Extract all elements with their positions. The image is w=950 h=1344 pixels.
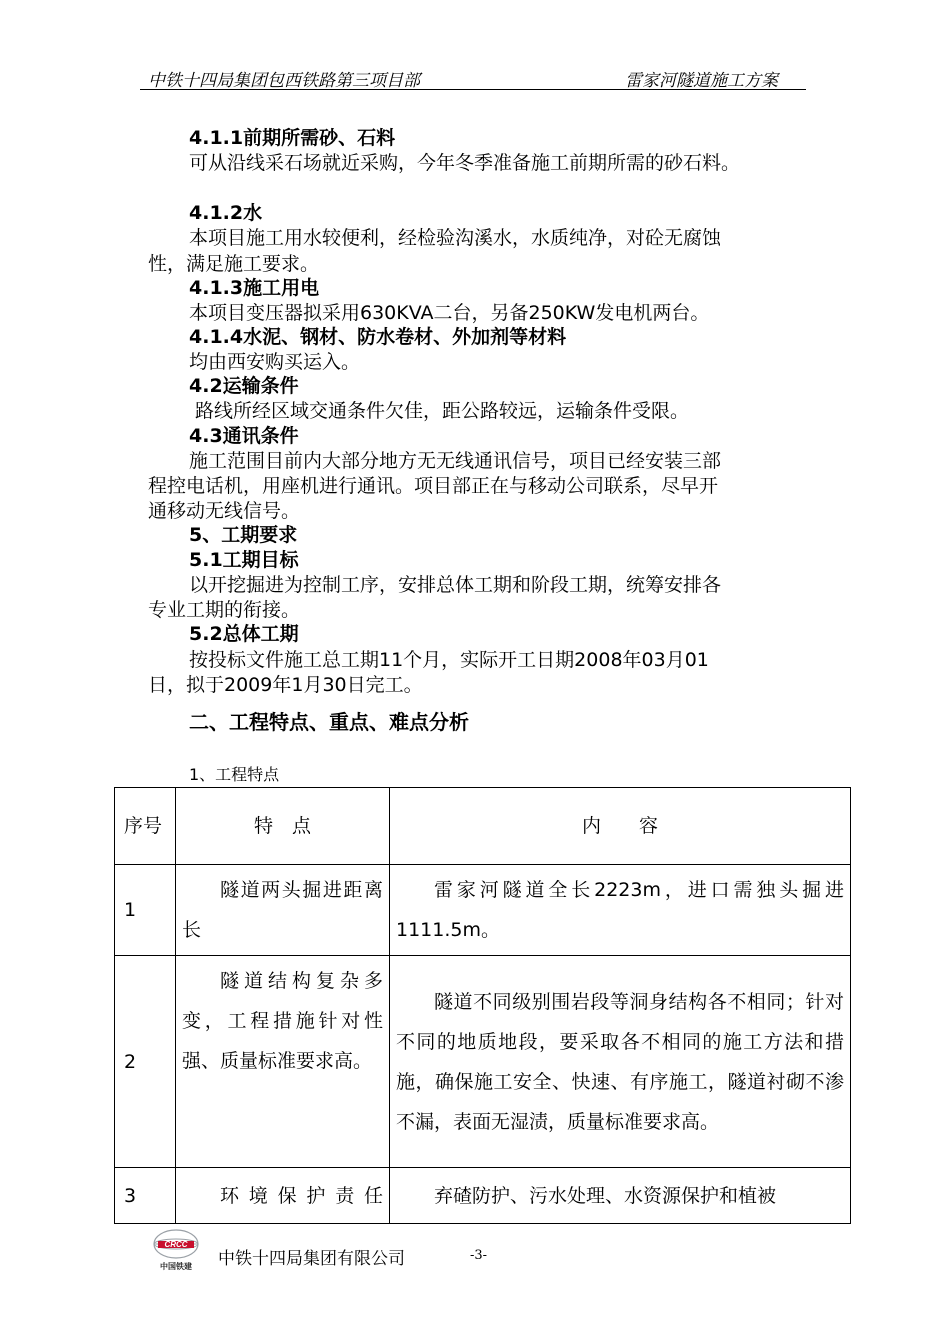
heading-4-2: 4.2运输条件	[189, 375, 299, 397]
features-table	[114, 787, 851, 1224]
heading-5-2: 5.2总体工期	[189, 623, 299, 645]
paragraph-4-3-line3: 通移动无线信号。	[148, 500, 301, 522]
paragraph-4-3-line1: 施工范围目前内大部分地方无无线通讯信号，项目已经安装三部	[189, 450, 722, 472]
footer-company-name: 中铁十四局集团有限公司	[218, 1249, 405, 1269]
svg-text:CRCC: CRCC	[164, 1240, 188, 1249]
paragraph-5-1-line2: 专业工期的衔接。	[148, 599, 301, 621]
row-no: 1	[115, 865, 176, 956]
crcc-logo	[148, 1228, 204, 1274]
paragraph-4-1-2-line1: 本项目施工用水较便利，经检验沟溪水，水质纯净，对砼无腐蚀	[189, 227, 722, 249]
paragraph-5-2-line2: 日，拟于2009年1月30日完工。	[148, 674, 423, 696]
footer-page-number: -3-	[470, 1248, 488, 1263]
table-row	[115, 1168, 851, 1224]
paragraph-4-1-3: 本项目变压器拟采用630KVA二台，另备250KW发电机两台。	[189, 302, 710, 324]
row-feature: 隧道结构复杂多变，工程措施针对性强、质量标准要求高。	[176, 956, 390, 1168]
table-caption: 1、工程特点	[189, 765, 280, 784]
row-content: 弃碴防护、污水处理、水资源保护和植被	[390, 1168, 851, 1224]
heading-4-1-3: 4.1.3施工用电	[189, 277, 320, 299]
heading-4-3: 4.3通讯条件	[189, 425, 299, 447]
row-feature: 隧道两头掘进距离长	[176, 865, 390, 956]
row-content: 雷家河隧道全长2223m，进口需独头掘进1111.5m。	[390, 865, 851, 956]
paragraph-5-2-line1: 按投标文件施工总工期11个月，实际开工日期2008年03月01	[189, 649, 709, 671]
row-no: 3	[115, 1168, 176, 1224]
section-2-title: 二、工程特点、重点、难点分析	[189, 710, 469, 734]
row-content: 隧道不同级别围岩段等洞身结构各不相同；针对不同的地质地段，要采取各不相同的施工方法和措施，确保施工安全、快速、有序施工，隧道衬砌不渗不漏，表面无湿渍，质量标准要求高。	[390, 956, 851, 1168]
heading-4-1-1: 4.1.1前期所需砂、石料	[189, 127, 396, 149]
header-divider	[140, 89, 806, 90]
crcc-logo-icon	[148, 1228, 204, 1274]
row-feature: 环境保护责任	[176, 1168, 390, 1224]
paragraph-4-1-1: 可从沿线采石场就近采购，今年冬季准备施工前期所需的砂石料。	[189, 152, 741, 174]
header-document-title: 雷家河隧道施工方案	[625, 71, 778, 91]
paragraph-4-2: 路线所经区域交通条件欠佳，距公路较远，运输条件受限。	[189, 400, 690, 422]
header-project-name: 中铁十四局集团包西铁路第三项目部	[148, 71, 420, 91]
svg-text:中国铁建: 中国铁建	[160, 1262, 192, 1271]
paragraph-4-1-4: 均由西安购买运入。	[189, 351, 361, 373]
row-no: 2	[115, 956, 176, 1168]
paragraph-4-1-2-line2: 性，满足施工要求。	[148, 253, 320, 275]
paragraph-4-3-line2: 程控电话机，用座机进行通讯。项目部正在与移动公司联系，尽早开	[148, 475, 719, 497]
header-cell-content: 内 容	[390, 788, 851, 865]
table-row	[115, 865, 851, 956]
header-cell-no: 序号	[115, 788, 176, 865]
heading-5-1: 5.1工期目标	[189, 549, 299, 571]
table-header-row	[115, 788, 851, 865]
header-cell-feature: 特 点	[176, 788, 390, 865]
heading-5: 5、工期要求	[189, 524, 298, 546]
heading-4-1-2: 4.1.2水	[189, 202, 263, 224]
heading-4-1-4: 4.1.4水泥、钢材、防水卷材、外加剂等材料	[189, 326, 567, 348]
table-row	[115, 956, 851, 1168]
paragraph-5-1-line1: 以开挖掘进为控制工序，安排总体工期和阶段工期，统筹安排各	[189, 574, 722, 596]
